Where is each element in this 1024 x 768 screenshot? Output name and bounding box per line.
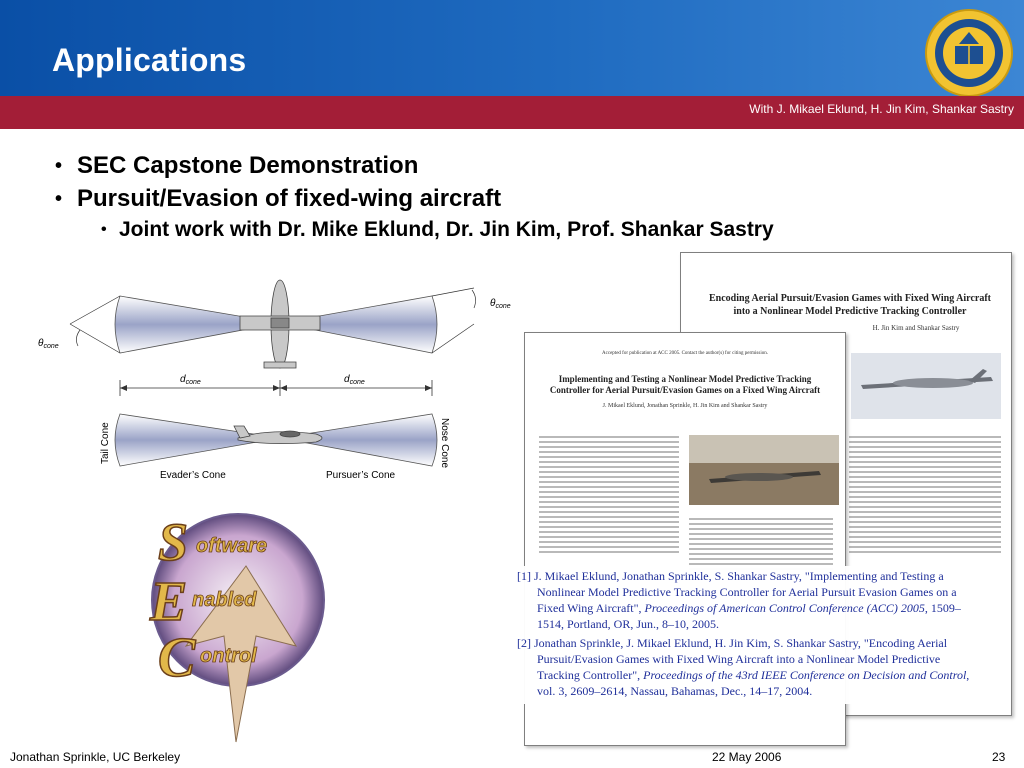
bullet-list xyxy=(55,152,774,242)
paper-front-col1 xyxy=(539,433,679,556)
reference-text: [2] Jonathan Sprinkle, J. Mikael Eklund, H. Jin Kim, S. Shankar Sastry, "Encoding Aerial Pursuit/Evasion Games with Fixed Wing Aircraft into a Nonlinear Model Predictive Tracking Controller", xyxy=(517,636,948,682)
paper-front-authors: J. Mikael Eklund, Jonathan Sprinkle, H. Jin Kim and Shankar Sastry xyxy=(602,402,768,409)
svg-text:dcone: $d_{cone}$ xyxy=(344,374,365,386)
paper-back-body xyxy=(849,433,1001,556)
svg-text:Tail Cone: Tail Cone xyxy=(100,422,111,464)
bullet-text: SEC Capstone Demonstration xyxy=(77,152,419,179)
svg-text:S: S xyxy=(158,512,189,572)
svg-text:Nose Cone: Nose Cone xyxy=(439,418,450,469)
aircraft-top-view-icon xyxy=(240,280,320,368)
bullet-dot: • xyxy=(55,187,63,210)
svg-text:ontrol: ontrol xyxy=(200,645,257,667)
paper-front-col2 xyxy=(689,515,833,573)
sub-bullet-text: Joint work with Dr. Mike Eklund, Dr. Jin Kim, Prof. Shankar Sastry xyxy=(119,218,774,241)
bullet-dot: • xyxy=(55,154,63,177)
cone-diagram xyxy=(28,268,528,498)
paper-back-authors: H. Jin Kim and Shankar Sastry xyxy=(872,324,960,332)
header-bar xyxy=(0,0,1024,96)
svg-text:θcone: $\theta_{cone}$ xyxy=(38,338,59,350)
university-seal-icon xyxy=(924,8,1014,98)
reference-item xyxy=(517,635,977,699)
svg-text:oftware: oftware xyxy=(196,535,268,557)
credit-bar xyxy=(0,96,1024,129)
aircraft-photo xyxy=(689,435,839,505)
reference-venue: Proceedings of the 43rd IEEE Conference on Decision and Control xyxy=(643,668,967,682)
page-number: 23 xyxy=(992,750,1006,764)
svg-text:Pursuer’s Cone: Pursuer’s Cone xyxy=(326,470,396,481)
bullet-item xyxy=(55,185,774,213)
reference-item xyxy=(517,568,977,632)
reference-details: , 1509–1514, Portland, OR, Jun., 8–10, 2005. xyxy=(537,601,961,631)
paper-front-title: Implementing and Testing a Nonlinear Model Predictive Tracking Controller for Aerial Pursuit/Evasion Games on a Fixed Wing Aircraft xyxy=(549,374,821,396)
sec-logo xyxy=(146,496,326,746)
svg-text:E: E xyxy=(150,571,188,633)
svg-text:θcone: $\theta_{cone}$ xyxy=(490,298,511,310)
page-title: Applications xyxy=(52,42,247,78)
bullet-dot: • xyxy=(101,221,107,238)
bullet-text: Pursuit/Evasion of fixed-wing aircraft xyxy=(77,185,502,212)
bullet-item xyxy=(55,152,774,180)
drone-photo xyxy=(851,353,1001,419)
footer-date: 22 May 2006 xyxy=(712,750,782,764)
reference-details: , vol. 3, 2609–2614, Nassau, Bahamas, Dec., 14–17, 2004. xyxy=(537,668,970,698)
aircraft-side-view-icon xyxy=(234,426,322,444)
reference-text: [1] J. Mikael Eklund, Jonathan Sprinkle, S. Shankar Sastry, "Implementing and Testing a Nonlinear Model Predictive Tracking Controller for Aerial Pursuit Evasion Games on a Fixed Wing Aircraft", xyxy=(517,569,957,615)
reference-venue: Proceedings of American Control Conference (ACC) 2005 xyxy=(644,601,925,615)
credit-text: With J. Mikael Eklund, H. Jin Kim, Shankar Sastry xyxy=(749,102,1014,116)
footer-author: Jonathan Sprinkle, UC Berkeley xyxy=(10,750,181,764)
paper-front-note: Accepted for publication at ACC 2005. Contact the author(s) for citing permission. xyxy=(602,351,768,356)
svg-text:dcone: $d_{cone}$ xyxy=(180,374,201,386)
paper-back-title: Encoding Aerial Pursuit/Evasion Games with Fixed Wing Aircraft into a Nonlinear Model Predictive Tracking Controller xyxy=(709,293,991,317)
svg-text:C: C xyxy=(158,627,196,689)
svg-text:nabled: nabled xyxy=(192,589,257,611)
sub-bullet-item xyxy=(101,218,774,242)
references xyxy=(513,566,983,704)
svg-text:Evader’s Cone: Evader’s Cone xyxy=(160,470,226,481)
